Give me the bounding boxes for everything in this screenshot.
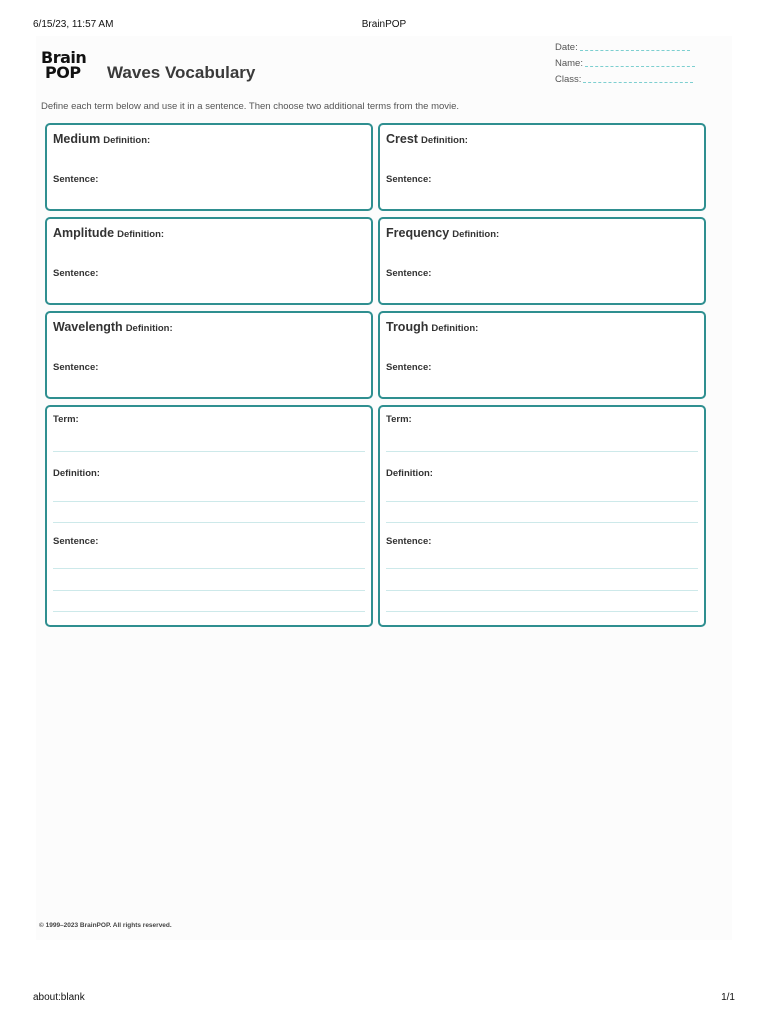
term-label: Term: [386, 414, 412, 425]
definition-label: Definition: [53, 468, 100, 479]
print-page-number: 1/1 [721, 992, 735, 1003]
term-name: Crest [386, 132, 418, 146]
term-name: Amplitude [53, 226, 115, 240]
term-name: Wavelength [53, 320, 123, 334]
write-line [386, 590, 698, 591]
term-name: Frequency [386, 226, 450, 240]
copyright-notice: © 1999–2023 BrainPOP. All rights reserved. [39, 922, 172, 929]
name-field [555, 58, 695, 69]
print-title: BrainPOP [361, 19, 407, 30]
definition-label: Definition: [420, 135, 468, 146]
term-card-wavelength [45, 311, 373, 399]
logo-line-1: Brain [41, 48, 87, 67]
definition-label: Definition: [431, 323, 479, 334]
worksheet-page [36, 36, 732, 940]
write-line [386, 501, 698, 502]
definition-label: Definition: [452, 229, 500, 240]
sentence-label: Sentence: [53, 536, 99, 547]
term-name: Medium [53, 132, 101, 146]
name-line [585, 65, 695, 67]
sentence-label: Sentence: [386, 268, 432, 279]
logo-line-2: POP [45, 63, 81, 82]
name-label: Name: [555, 58, 583, 69]
term-card-frequency [378, 217, 706, 305]
term-card-medium [45, 123, 373, 211]
brainpop-logo [41, 50, 93, 80]
definition-label: Definition: [117, 229, 165, 240]
write-line [53, 568, 365, 569]
term-label: Term: [53, 414, 79, 425]
term-name: Trough [386, 320, 429, 334]
write-line [53, 451, 365, 452]
instructions: Define each term below and use it in a sentence. Then choose two additional terms from the movie. [41, 101, 460, 112]
write-line [386, 611, 698, 612]
date-field [555, 42, 690, 53]
definition-label: Definition: [125, 323, 173, 334]
sentence-label: Sentence: [386, 536, 432, 547]
sentence-label: Sentence: [386, 174, 432, 185]
sentence-label: Sentence: [53, 268, 99, 279]
term-card-amplitude [45, 217, 373, 305]
write-line [53, 501, 365, 502]
write-line [53, 611, 365, 612]
class-line [583, 81, 693, 83]
print-url: about:blank [33, 992, 85, 1003]
write-line [386, 568, 698, 569]
write-line [53, 590, 365, 591]
definition-label: Definition: [103, 135, 151, 146]
write-line [386, 522, 698, 523]
term-card-trough [378, 311, 706, 399]
additional-term-card-2 [378, 405, 706, 627]
date-line [580, 49, 690, 51]
date-label: Date: [555, 42, 578, 53]
worksheet-title: Waves Vocabulary [107, 63, 256, 82]
write-line [386, 451, 698, 452]
sentence-label: Sentence: [386, 362, 432, 373]
write-line [53, 522, 365, 523]
sentence-label: Sentence: [53, 362, 99, 373]
sentence-label: Sentence: [53, 174, 99, 185]
additional-term-card-1 [45, 405, 373, 627]
term-card-crest [378, 123, 706, 211]
print-datetime: 6/15/23, 11:57 AM [33, 19, 114, 30]
class-field [555, 74, 693, 85]
definition-label: Definition: [386, 468, 433, 479]
class-label: Class: [555, 74, 582, 85]
